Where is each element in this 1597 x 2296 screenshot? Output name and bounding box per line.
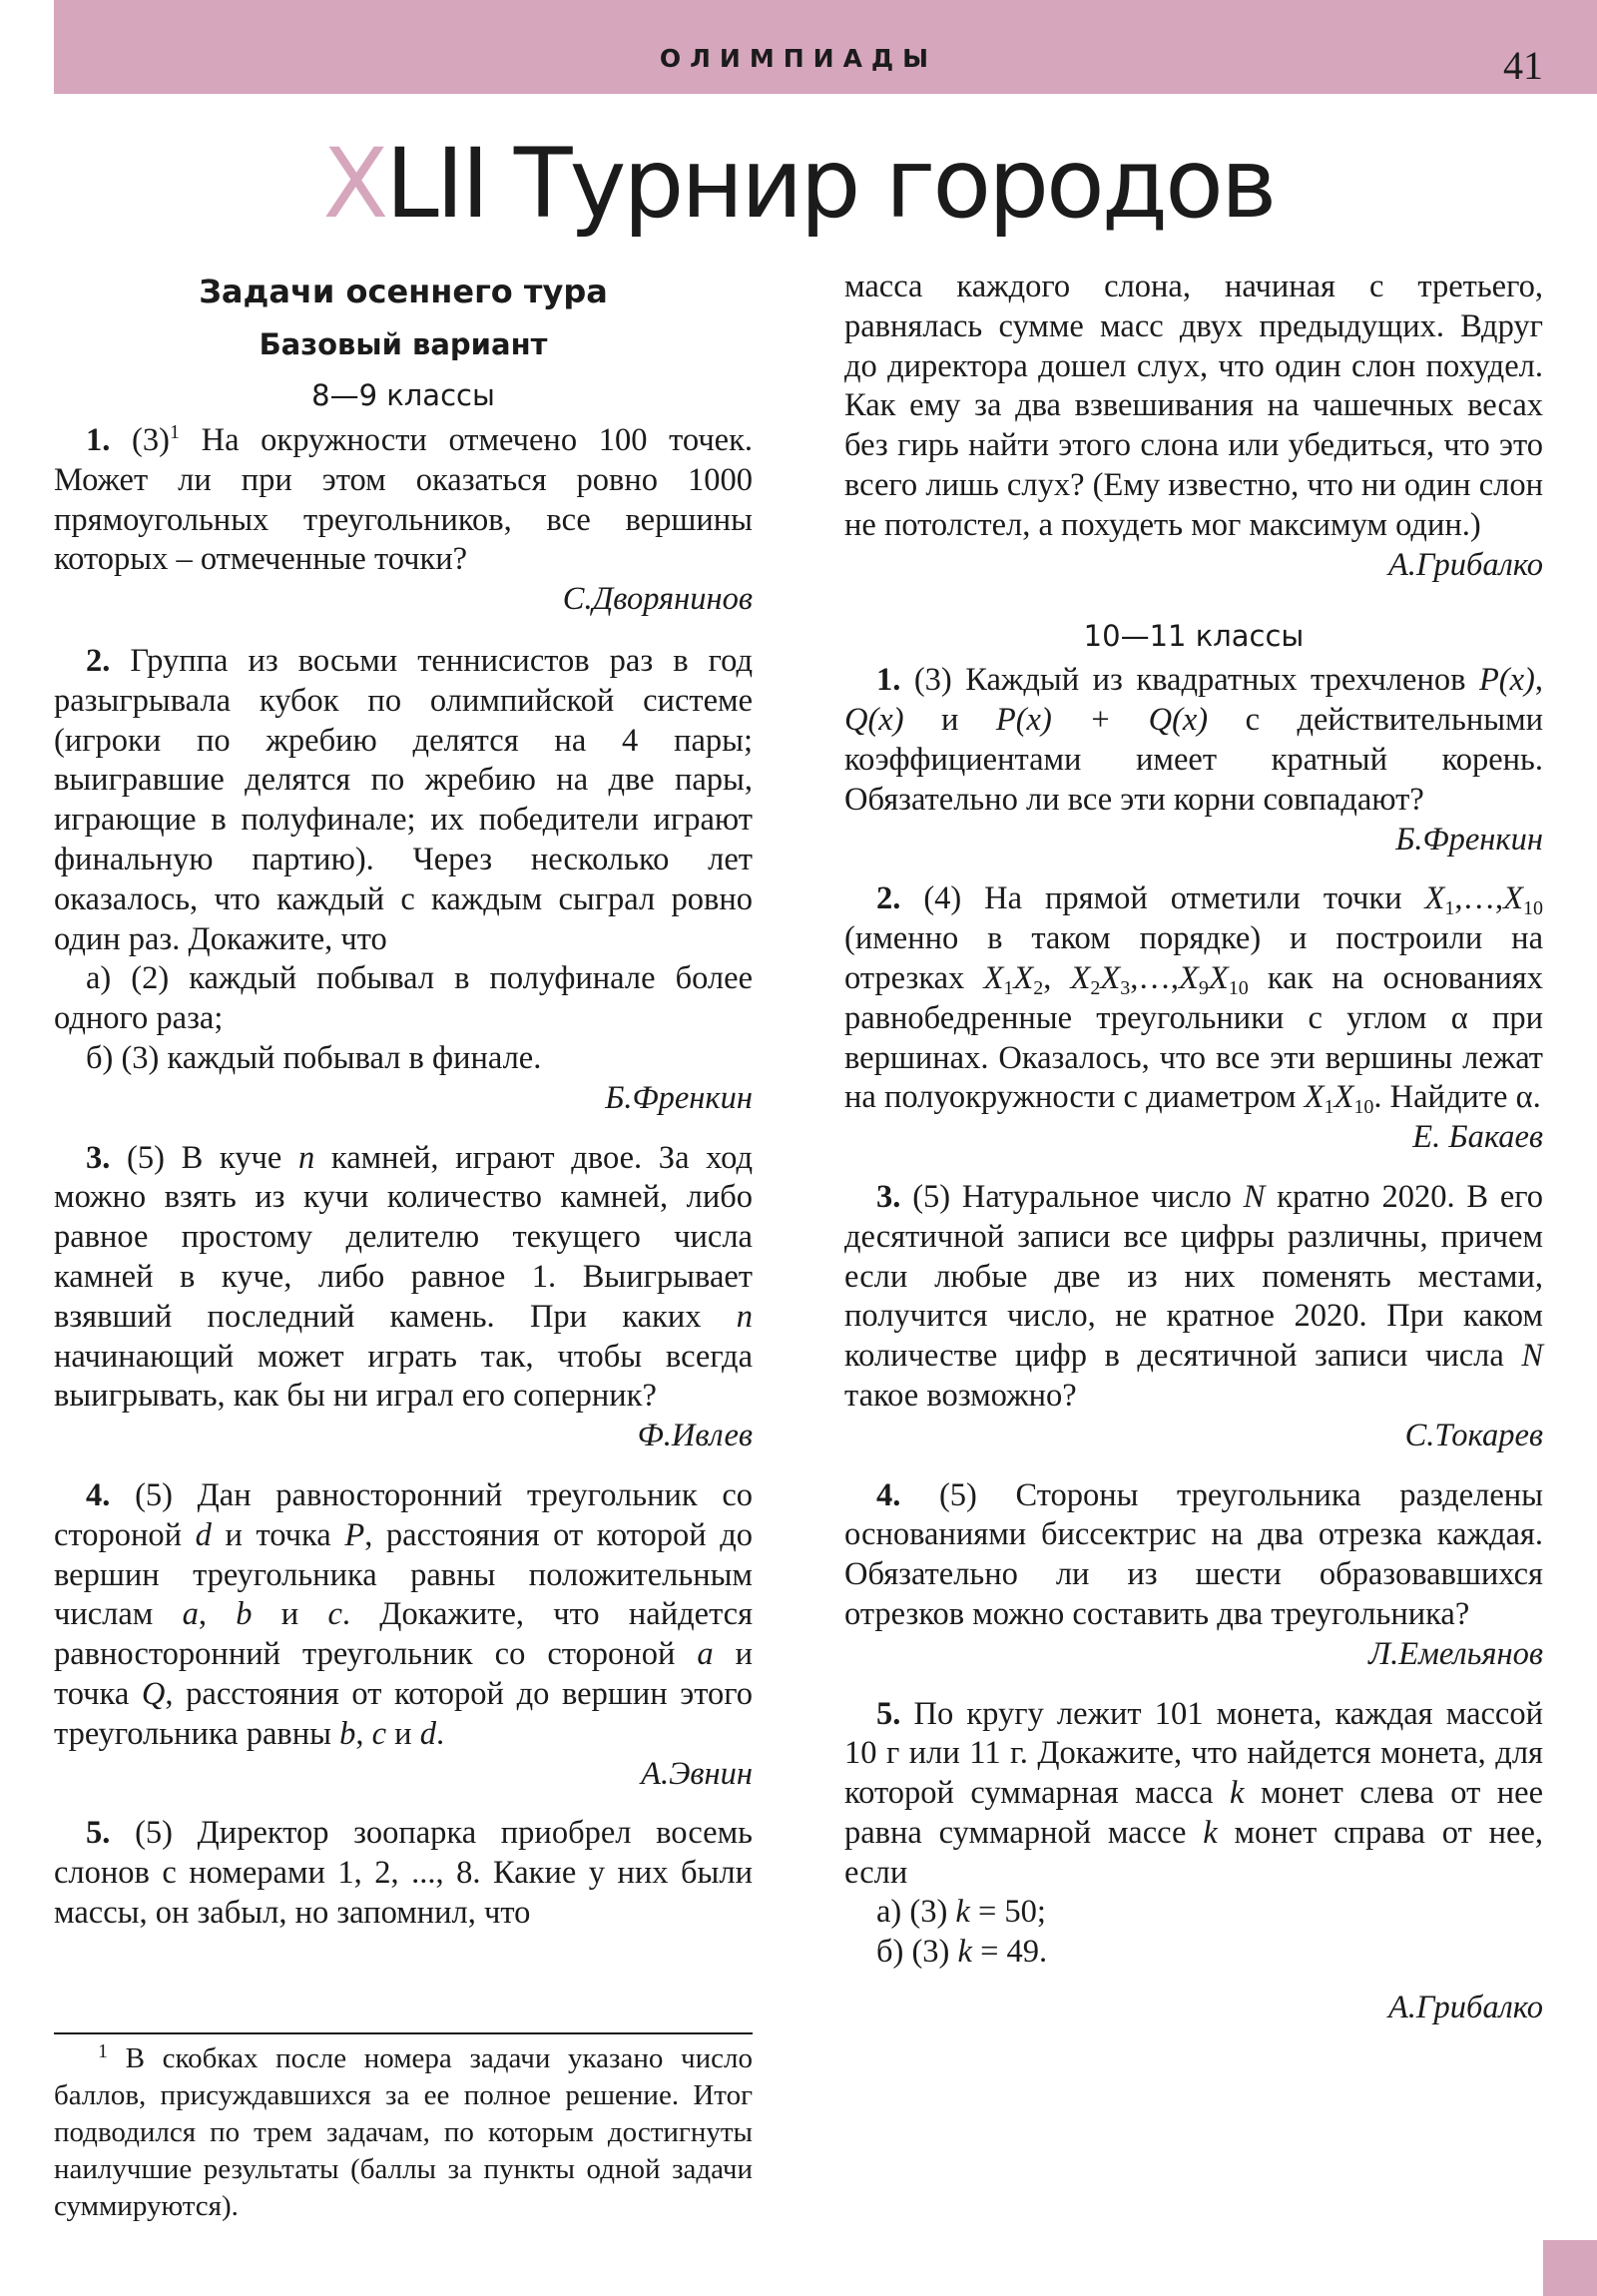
footnote-divider [54, 2032, 753, 2034]
var-n: n [297, 1139, 315, 1176]
var-b: b [339, 1715, 356, 1752]
footnote-text: В скобках после номера задачи указано число баллов, присуждавшихся за ее полное решение. Итог подводился по трем задачам, по которым достигнуты наилучшие результаты (баллы за пункты одной задачи суммируются). [54, 2042, 754, 2222]
problem-author: С.Токарев [1404, 1417, 1543, 1453]
var-x: X [1208, 959, 1229, 996]
subscript: 1 [1324, 1096, 1334, 1119]
alpha-symbol: α [1450, 999, 1468, 1036]
problem-number: 2. [86, 642, 111, 679]
comma: , [1534, 662, 1543, 699]
problem-text: (4) На прямой отметили точки [923, 880, 1402, 917]
title-accent: X [322, 128, 386, 240]
problem-text: и точка [54, 1636, 754, 1712]
problem-part-b: б) (3) каждый побывал в финале. [86, 1039, 542, 1076]
problem-text: (5) Директор зоопарка приобрел восемь слонов с номерами 1, 2, ..., 8. Какие у них были массы, он забыл, но запомнил, что [54, 1815, 754, 1931]
problem-part-a [844, 1893, 1543, 1933]
var-x: X [1070, 959, 1091, 996]
var-a: a [697, 1636, 714, 1673]
problem-1-senior [844, 661, 1543, 860]
poly-sum: P(x) + Q(x) [995, 702, 1209, 739]
problem-2-junior [54, 642, 753, 1119]
var-c: c [371, 1715, 387, 1752]
part-label: б) (3) [876, 1934, 950, 1971]
problem-number: 5. [876, 1695, 901, 1732]
conjunction: и [394, 1715, 412, 1752]
problem-author: С.Дворянинов [562, 581, 753, 618]
problem-text: (5) Дан равносторонний треугольник со стороной [54, 1476, 753, 1553]
footnote [54, 2040, 753, 2225]
right-column [844, 268, 1543, 2042]
corner-decoration [1543, 2240, 1597, 2296]
comma: , [1043, 959, 1052, 996]
part-label: а) (3) [876, 1894, 948, 1931]
var-x: X [1100, 959, 1121, 996]
problem-part-a: а) (2) каждый побывал в полуфинале более одного раза; [54, 960, 753, 1037]
var-x: X [1333, 1079, 1354, 1116]
comma: , [355, 1715, 364, 1752]
problem-author: Б.Френкин [1395, 821, 1543, 858]
problem-text: и точка [225, 1516, 331, 1553]
problem-text: (5) Натуральное число [912, 1178, 1232, 1215]
problem-author: Е. Бакаев [1412, 1119, 1543, 1156]
problem-2-senior [844, 879, 1543, 1158]
variant-heading: Базовый вариант [259, 327, 548, 361]
problem-text: На окружности отмечено 100 точек. Может ли при этом оказаться ровно 1000 прямоугольных треугольников, все вершины которых – отмеченные точки? [54, 422, 754, 578]
problem-text: Группа из восьми теннисистов раз в год разыгрывала кубок по олимпийской системе (игроки по жребию делятся на 4 пары; выигравшие делятся по жребию на две пары, играющие в полуфинале; их победители играют финальную партию). Через несколько лет оказалось, что каждый с каждым сыграл ровно один раз. Докажите, что [54, 642, 753, 957]
tour-heading: Задачи осеннего тура [199, 273, 608, 310]
subscript: 3 [1120, 976, 1131, 999]
problem-text: (5) Стороны треугольника разделены основаниями биссектрис на два отрезка каждая. Обязательно ли из шести образовавшихся отрезков можно составить два треугольника? [844, 1476, 1543, 1632]
subscript: 10 [1353, 1096, 1374, 1119]
problem-text: при вершинах. Оказалось, что все эти вершины лежат на полуокружности с диаметром [844, 999, 1544, 1116]
left-column [54, 268, 753, 1948]
part-value: = 49. [980, 1934, 1048, 1971]
page-title [0, 128, 1597, 240]
comma: , [198, 1596, 208, 1633]
poly-p: P(x) [1478, 662, 1535, 699]
problem-number: 4. [86, 1476, 111, 1513]
problem-author: Л.Емельянов [1368, 1635, 1543, 1672]
problem-3-junior [54, 1139, 753, 1456]
conjunction: и [941, 702, 959, 739]
problem-5-junior [54, 1814, 753, 1933]
problem-number: 5. [86, 1815, 111, 1852]
problem-text: , расстояния от которой до вершин треугольника равны положительным числам [54, 1516, 754, 1633]
var-c: c [327, 1596, 342, 1633]
problem-author: А.Эвнин [641, 1755, 753, 1792]
subscript: 10 [1228, 976, 1249, 999]
problem-number: 1. [876, 662, 901, 699]
section-name: ОЛИМПИАДЫ [659, 44, 938, 73]
var-n: n [736, 1298, 753, 1335]
problem-text: кратно 2020. В его десятичной записи все цифры различны, причем если любые две из них поменять местами, получится число, не кратное 2020. При каком количестве цифр в десятичной записи числа [844, 1178, 1544, 1375]
var-d: d [195, 1516, 212, 1553]
problem-text: монет слева от нее равна суммарной массе [844, 1775, 1544, 1851]
problem-text: начинающий может играть так, чтобы всегда выигрывать, как бы ни играл его соперник? [54, 1338, 753, 1415]
ellipsis: ,…, [1454, 880, 1504, 917]
problem-text: масса каждого слона, начиная с третьего, равнялась сумме масс двух предыдущих. Вдруг до директора дошел слух, что один слон похудел. Как ему за два взвешивания на чашечных весах без гирь найти этого слона или убедиться, что это всего лишь слух? (Ему известно, что ни один слон не потолстел, а похудеть мог максимум один.) [844, 269, 1543, 543]
var-x: X [1178, 959, 1199, 996]
problem-text: монет справа от нее, если [844, 1814, 1544, 1891]
problem-number: 1. [86, 422, 111, 458]
var-x: X [1013, 959, 1034, 996]
problem-text: такое возможно? [844, 1377, 1077, 1414]
problem-part-b [844, 1933, 1543, 1973]
var-q: Q [141, 1675, 166, 1712]
subscript: 9 [1198, 976, 1209, 999]
var-k: k [957, 1934, 972, 1971]
page-number: 41 [1503, 43, 1543, 88]
var-x: X [983, 959, 1004, 996]
var-n: N [1243, 1178, 1266, 1215]
period: . [435, 1715, 445, 1752]
period: . [1532, 1079, 1541, 1116]
conjunction: и [280, 1596, 299, 1633]
subscript: 2 [1090, 976, 1101, 999]
var-x: X [1424, 880, 1445, 917]
problem-number: 3. [86, 1139, 111, 1176]
var-d: d [419, 1715, 436, 1752]
problem-4-junior [54, 1476, 753, 1794]
problem-5-senior [844, 1695, 1543, 2028]
var-k: k [1203, 1814, 1218, 1851]
problem-number: 4. [876, 1476, 901, 1513]
subscript: 10 [1523, 897, 1543, 920]
var-x: X [1503, 880, 1523, 917]
problem-text: (именно в таком порядке) и построили на отрезках [844, 920, 1543, 996]
title-text: LII Турнир городов [385, 128, 1275, 240]
var-b: b [236, 1596, 253, 1633]
var-x: X [1304, 1079, 1325, 1116]
problem-text: (5) В куче [127, 1139, 282, 1176]
footnote-mark: 1 [98, 2040, 108, 2062]
problem-number: 2. [876, 880, 901, 917]
problem-text: . Докажите, что найдется равносторонний треугольник со стороной [54, 1596, 754, 1673]
var-n: N [1521, 1338, 1543, 1375]
subscript: 2 [1033, 976, 1044, 999]
footnote-ref: 1 [169, 421, 180, 443]
problem-text: , расстояния от которой до вершин этого треугольника равны [54, 1675, 754, 1752]
grade-heading-8-9: 8—9 классы [311, 378, 495, 412]
problem-5-junior-continued [844, 268, 1543, 585]
var-k: k [955, 1894, 970, 1931]
problem-author: А.Грибалко [1387, 1990, 1543, 2026]
problem-text: (3) Каждый из квадратных трехчленов [913, 662, 1466, 699]
part-value: = 50; [977, 1894, 1046, 1931]
problem-number: 3. [876, 1178, 901, 1215]
problem-text: как на основаниях равнобедренные треугольники с углом [844, 959, 1543, 1036]
var-k: k [1230, 1775, 1245, 1812]
alpha-symbol: α [1515, 1079, 1533, 1116]
problem-1-junior [54, 421, 753, 620]
problem-points: (3) [132, 422, 170, 458]
subscript: 1 [1444, 897, 1455, 920]
problem-author: Б.Френкин [605, 1079, 753, 1116]
problem-author: А.Грибалко [1387, 546, 1543, 583]
problem-text: с действительными коэффициентами имеет кратный корень. Обязательно ли все эти корни совпадают? [844, 702, 1544, 818]
problem-3-senior [844, 1178, 1543, 1456]
subscript: 1 [1003, 976, 1014, 999]
poly-q: Q(x) [844, 702, 904, 739]
var-p: P [344, 1516, 365, 1553]
var-a: a [182, 1596, 199, 1633]
problem-text: По кругу лежит 101 монета, каждая массой 10 г или 11 г. Докажите, что найдется монета, для которой суммарная масса [844, 1695, 1543, 1812]
grade-heading-10-11: 10—11 классы [1083, 619, 1305, 654]
problem-text: камней, играют двое. За ход можно взять из кучи количество камней, либо равное простому делителю текущего числа камней в куче, либо равное 1. Выигрывает взявший последний камень. При каких [54, 1139, 754, 1335]
problem-4-senior [844, 1476, 1543, 1675]
ellipsis: ,…, [1130, 959, 1179, 996]
problem-text: . Найдите [1373, 1079, 1508, 1116]
problem-author: Ф.Ивлев [637, 1418, 753, 1454]
